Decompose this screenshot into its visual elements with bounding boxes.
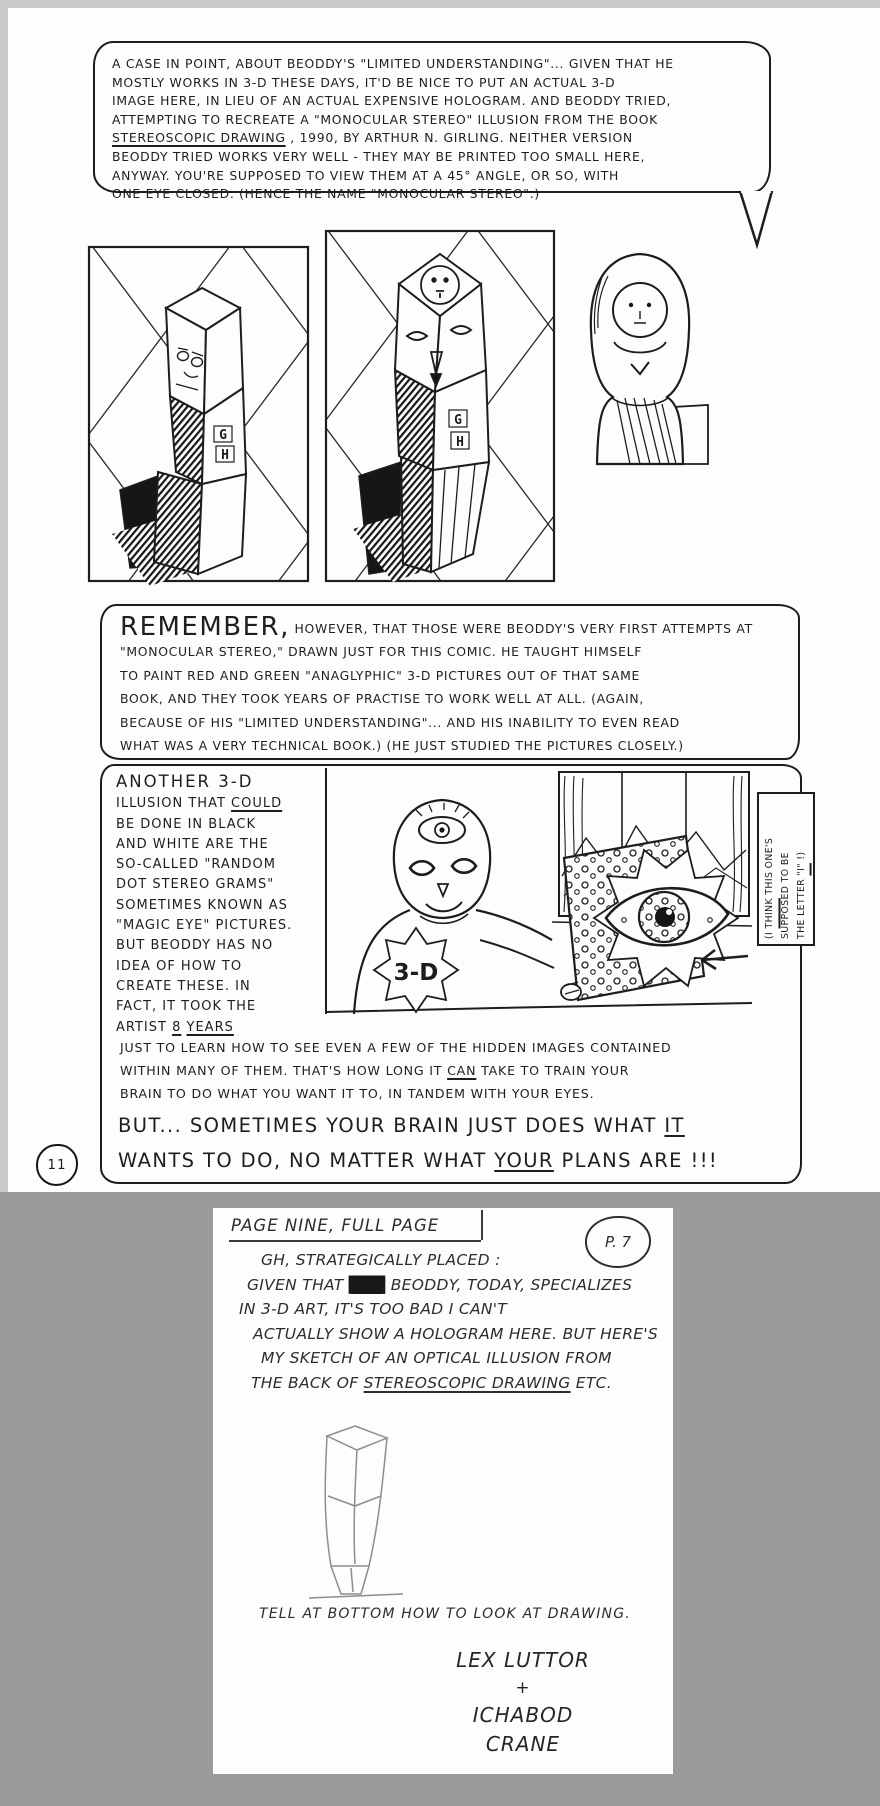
comic-page [8, 8, 880, 1192]
margin-note-line: (I THINK THIS ONE'S [764, 837, 775, 939]
remember-line: WHAT WAS A VERY TECHNICAL BOOK.) (HE JUST STUDIED THE PICTURES CLOSELY.) [120, 738, 684, 754]
column-line: BUT BEODDY HAS NO [116, 938, 274, 954]
column-line: AND WHITE ARE THE [116, 836, 269, 852]
helmet-outline [591, 254, 689, 464]
signature-line: LEX LUTTOR [456, 1648, 590, 1672]
draft-note-line: GH, STRATEGICALLY PLACED : [261, 1251, 501, 1269]
stereogram-section-panel [100, 764, 807, 1184]
masked-figure [354, 800, 554, 1014]
column-line: CREATE THESE. IN [116, 978, 251, 994]
stereogram-text-column [116, 772, 330, 1038]
punchline-line: BUT... SOMETIMES YOUR BRAIN JUST DOES WHAT IT [118, 1114, 685, 1137]
bubble-line: IMAGE HERE, IN LIEU OF AN ACTUAL EXPENSIVE HOLOGRAM. AND BEODDY TRIED, [112, 93, 672, 109]
draft-note-line: THE BACK OF STEREOSCOPIC DRAWING ETC. [251, 1373, 613, 1392]
curtain-right [733, 776, 742, 912]
column-line: SOMETIMES KNOWN AS [116, 897, 288, 913]
stereogram-scene-drawing [324, 768, 754, 1014]
bubble-line: STEREOSCOPIC DRAWING , 1990, BY ARTHUR N. GIRLING. NEITHER VERSION [112, 130, 633, 146]
remember-line: TO PAINT RED AND GREEN "ANAGLYPHIC" 3-D PICTURES OUT OF THAT SAME [120, 667, 641, 683]
wide-line: JUST TO LEARN HOW TO SEE EVEN A FEW OF THE HIDDEN IMAGES CONTAINED [120, 1040, 672, 1055]
wide-line: BRAIN TO DO WHAT YOU WANT IT TO, IN TANDEM WITH YOUR EYES. [120, 1086, 595, 1102]
svg-text:G: G [454, 413, 462, 428]
remember-line: BOOK, AND THEY TOOK YEARS OF PRACTISE TO WORK WELL AT ALL. (AGAIN, [120, 691, 644, 707]
column-line: DOT STEREO GRAMS" [116, 877, 275, 893]
draft-note-line: GIVEN THAT ███ BEODDY, TODAY, SPECIALIZES [247, 1275, 633, 1294]
totem-panel-1-drawing [86, 238, 312, 588]
svg-text:H: H [221, 448, 229, 463]
bubble-line: ATTEMPTING TO RECREATE A "MONOCULAR STEREO" ILLUSION FROM THE BOOK [112, 111, 658, 127]
speech-bubble-tail [735, 191, 777, 249]
punchline-line: WANTS TO DO, NO MATTER WHAT YOUR PLANS ARE !!! [118, 1149, 719, 1172]
margin-note [757, 792, 815, 946]
margin-note-line: SUPPOSED TO BE [780, 852, 791, 939]
stereogram-wide-text [120, 1036, 672, 1106]
draft-caption: TELL AT BOTTOM HOW TO LOOK AT DRAWING. [259, 1606, 631, 1622]
speech-bubble [93, 41, 771, 202]
bubble-line: ANYWAY. YOU'RE SUPPOSED TO VIEW THEM AT A 45° ANGLE, OR SO, WITH [112, 167, 620, 183]
page-number: 11 [47, 1157, 67, 1173]
page-ref: P. 7 [604, 1233, 632, 1251]
bubble-line: A CASE IN POINT, ABOUT BEODDY'S "LIMITED UNDERSTANDING"... GIVEN THAT HE [112, 56, 674, 71]
column-sketch-drawing [295, 1416, 425, 1611]
column-line: FACT, IT TOOK THE [116, 999, 257, 1015]
wide-line: WITHIN MANY OF THEM. THAT'S HOW LONG IT CAN TAKE TO TRAIN YOUR [120, 1063, 630, 1079]
column-line: BE DONE IN BLACK [116, 816, 256, 832]
svg-text:G: G [219, 428, 227, 443]
column-line: SO-CALLED "RANDOM [116, 857, 276, 873]
svg-text:H: H [456, 435, 464, 450]
draft-note-line: MY SKETCH OF AN OPTICAL ILLUSION FROM [261, 1349, 612, 1367]
signature-line: CRANE [485, 1732, 561, 1756]
draft-header: PAGE NINE, FULL PAGE [229, 1216, 481, 1242]
remember-line: REMEMBER, HOWEVER, THAT THOSE WERE BEODDY'S VERY FIRST ATTEMPTS AT [120, 612, 753, 642]
page-number-badge [36, 1144, 78, 1186]
arm-upper [476, 910, 552, 940]
signature-line: ICHABOD [472, 1703, 574, 1727]
remember-caption-box [100, 604, 800, 760]
column-line: IDEA OF HOW TO [116, 958, 243, 974]
shirt-label: 3-D [393, 960, 439, 986]
draft-notes [239, 1248, 658, 1395]
note-arrow-icon [690, 944, 752, 972]
bubble-line: BEODDY TRIED WORKS VERY WELL - THEY MAY BE PRINTED TOO SMALL HERE, [112, 148, 646, 164]
bust-drawing [570, 248, 710, 466]
bubble-line: ONE EYE CLOSED. (HENCE THE NAME "MONOCULAR STEREO".) [112, 186, 540, 202]
column-line: ANOTHER 3-D [116, 772, 254, 791]
signature-block [433, 1646, 613, 1759]
margin-note-line: THE LETTER "I" !) [796, 851, 807, 939]
draft-note-line: ACTUALLY SHOW A HOLOGRAM HERE. BUT HERE'S [253, 1324, 659, 1343]
punchline-text [118, 1108, 718, 1178]
bubble-line: MOSTLY WORKS IN 3-D THESE DAYS, IT'D BE NICE TO PUT AN ACTUAL 3-D [112, 74, 616, 90]
totem-panel-2-drawing [323, 224, 557, 586]
draft-sketch-page [213, 1208, 673, 1774]
plus-sign: + [515, 1678, 531, 1698]
column-line: ILLUSION THAT COULD [116, 796, 283, 812]
remember-line: "MONOCULAR STEREO," DRAWN JUST FOR THIS COMIC. HE TAUGHT HIMSELF [120, 644, 643, 660]
draft-note-line: IN 3-D ART, IT'S TOO BAD I CAN'T [239, 1300, 508, 1318]
column-line: "MAGIC EYE" PICTURES. [116, 918, 293, 934]
remember-line: BECAUSE OF HIS "LIMITED UNDERSTANDING"... AND HIS INABILITY TO EVEN READ [120, 714, 680, 730]
column-line: ARTIST 8 YEARS [116, 1019, 234, 1035]
